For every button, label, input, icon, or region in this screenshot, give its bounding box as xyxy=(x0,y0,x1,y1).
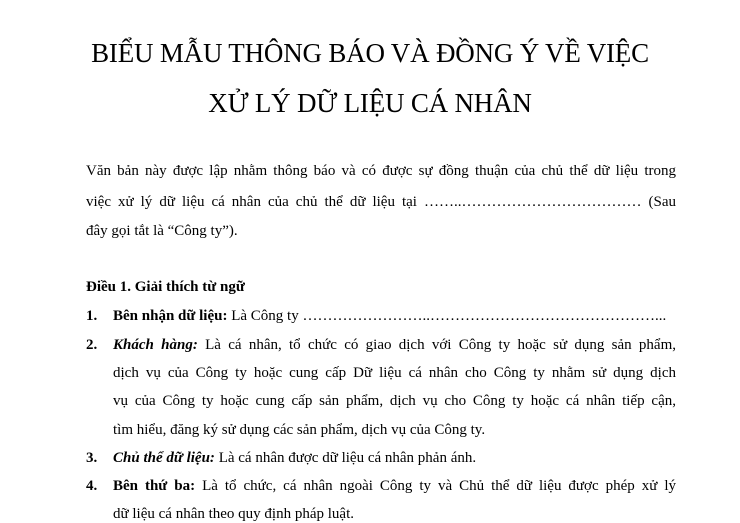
list-item-1 xyxy=(113,308,676,325)
list-item-4 xyxy=(113,478,676,495)
document-title-line-2: XỬ LÝ DỮ LIỆU CÁ NHÂN xyxy=(208,88,532,118)
intro-line-2: việc xử lý dữ liệu cá nhân của chủ thể dữ liệu tại ……..……………………………… (Sau xyxy=(86,194,676,210)
list-item-2 xyxy=(113,337,676,354)
document-title-line-1: BIỂU MẪU THÔNG BÁO VÀ ĐỒNG Ý VỀ VIỆC xyxy=(91,38,649,68)
list-item-number-4: 4. xyxy=(86,478,98,494)
list-item-2-line-1: Là cá nhân, tổ chức có giao dịch với Công ty hoặc sử dụng sản phẩm, xyxy=(197,337,677,353)
term-ben-thu-ba: Bên thứ ba: xyxy=(113,478,196,494)
list-item-2-line-2: dịch vụ của Công ty hoặc cung cấp Dữ liệu cá nhân cho Công ty nhằm sử dụng dịch xyxy=(113,365,676,381)
article-1-heading: Điều 1. Giải thích từ ngữ xyxy=(86,279,245,295)
list-item-2-line-3: vụ của Công ty hoặc cung cấp sản phẩm, dịch vụ cho Công ty hoặc cá nhân tiếp cận, xyxy=(113,393,676,409)
list-item-4-line-1: Là tổ chức, cá nhân ngoài Công ty và Chủ thể dữ liệu được phép xử lý xyxy=(195,478,676,494)
list-item-3 xyxy=(113,450,676,467)
list-item-number-3: 3. xyxy=(86,450,98,466)
list-item-4-line-2: dữ liệu cá nhân theo quy định pháp luật. xyxy=(113,506,354,522)
list-item-3-line-1: Là cá nhân được dữ liệu cá nhân phản ánh. xyxy=(214,450,477,466)
term-ben-nhan-du-lieu: Bên nhận dữ liệu: xyxy=(113,308,228,324)
list-item-number-2: 2. xyxy=(86,337,98,353)
intro-line-3: đây gọi tắt là “Công ty”). xyxy=(86,223,238,239)
list-item-number-1: 1. xyxy=(86,308,98,324)
intro-line-1: Văn bản này được lập nhằm thông báo và có được sự đồng thuận của chủ thể dữ liệu trong xyxy=(86,163,676,179)
list-item-1-line-1: Là Công ty ……………………..………………………………………... xyxy=(227,308,667,324)
term-khach-hang: Khách hàng: xyxy=(113,337,198,353)
list-item-2-line-4: tìm hiểu, đăng ký sử dụng các sản phẩm, dịch vụ của Công ty. xyxy=(113,422,486,438)
term-chu-the-du-lieu: Chủ thể dữ liệu: xyxy=(113,450,215,466)
